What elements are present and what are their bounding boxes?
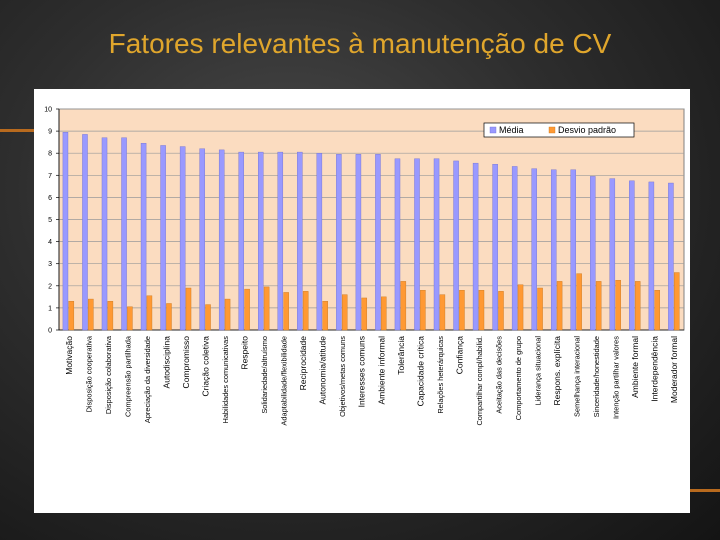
category-label: Semelhança interacional: [572, 336, 582, 417]
bar-media: [532, 169, 537, 330]
bar-media: [180, 147, 185, 330]
category-label: Interdependência: [649, 336, 660, 402]
bar-desvio-padrao: [284, 292, 289, 330]
category-label: Autonomia/atitude: [317, 336, 328, 405]
bar-desvio-padrao: [245, 289, 250, 330]
bar-desvio-padrao: [498, 291, 503, 330]
y-tick-label: 5: [48, 217, 52, 224]
bar-media: [122, 138, 127, 330]
category-label: Respeito: [239, 336, 250, 370]
bar-media: [512, 166, 517, 330]
category-label: Reciprocidade: [298, 336, 309, 391]
category-label: Comportamento de grupo: [513, 336, 523, 421]
accent-line-left: [0, 129, 34, 132]
bar-desvio-padrao: [401, 281, 406, 330]
category-label: Compreensão partilhada: [123, 336, 133, 417]
bar-desvio-padrao: [440, 295, 445, 330]
bar-media: [414, 159, 419, 330]
category-label: Disposição colaborativa: [103, 336, 113, 415]
bar-desvio-padrao: [264, 287, 269, 330]
bar-desvio-padrao: [362, 298, 367, 330]
category-label: Respons. explícita: [552, 336, 563, 406]
bar-media: [297, 152, 302, 330]
bar-desvio-padrao: [616, 280, 621, 330]
bar-desvio-padrao: [303, 291, 308, 330]
bar-media: [395, 159, 400, 330]
y-tick-label: 2: [48, 283, 52, 291]
bar-desvio-padrao: [108, 301, 113, 330]
bar-desvio-padrao: [557, 281, 562, 330]
bar-desvio-padrao: [342, 295, 347, 330]
category-label: Confiança: [454, 336, 465, 375]
bar-media: [356, 154, 361, 330]
bar-desvio-padrao: [166, 303, 171, 330]
bar-desvio-padrao: [323, 301, 328, 330]
category-label: Apreciação da diversidade: [142, 336, 152, 424]
bar-media: [454, 161, 459, 330]
category-label: Ambiente formal: [630, 336, 641, 398]
y-tick-label: 8: [48, 150, 52, 158]
bar-desvio-padrao: [479, 290, 484, 330]
bar-desvio-padrao: [420, 290, 425, 330]
bar-media: [493, 164, 498, 330]
bar-desvio-padrao: [147, 296, 152, 330]
bar-desvio-padrao: [577, 274, 582, 330]
bar-desvio-padrao: [518, 285, 523, 330]
category-label: Aceitação das decisões: [494, 336, 504, 414]
bar-media: [375, 154, 380, 330]
category-label: Habilidades comunicativas: [221, 336, 231, 424]
bar-media: [668, 183, 673, 330]
bar-desvio-padrao: [655, 290, 660, 330]
y-tick-label: 1: [48, 305, 52, 313]
bar-desvio-padrao: [186, 288, 191, 330]
category-label: Tolerância: [395, 336, 406, 375]
y-tick-label: 9: [48, 128, 52, 136]
legend-label-desvio-padrao: Desvio padrão: [558, 125, 617, 135]
bar-media: [317, 153, 322, 330]
bar-media: [258, 152, 263, 330]
category-label: Intenção partilhar valores: [611, 336, 621, 419]
category-label: Relações heterárquicas: [435, 336, 445, 414]
bar-media: [63, 132, 68, 330]
legend-swatch-media: [490, 127, 496, 133]
y-tick-label: 0: [48, 327, 52, 335]
accent-line-right: [690, 489, 720, 492]
category-label: Compromisso: [180, 336, 191, 389]
category-label: Autodisciplina: [161, 336, 172, 389]
category-label: Ambiente informal: [376, 336, 387, 405]
bar-chart: [34, 89, 690, 513]
category-label: Capacidade crítica: [415, 336, 426, 407]
bar-media: [200, 149, 205, 330]
bar-media: [82, 134, 87, 330]
category-label: Motivação: [63, 336, 74, 375]
y-tick-label: 6: [48, 194, 52, 202]
bar-media: [551, 170, 556, 330]
slide-title: Fatores relevantes à manutenção de CV: [108, 28, 612, 59]
bar-media: [102, 138, 107, 330]
category-label: Objetivos/metas comuns: [338, 336, 348, 417]
category-label: Moderador formal: [669, 336, 680, 404]
bar-media: [590, 176, 595, 330]
bar-desvio-padrao: [381, 297, 386, 330]
bar-desvio-padrao: [596, 281, 601, 330]
bar-desvio-padrao: [205, 305, 210, 330]
bar-desvio-padrao: [69, 301, 74, 330]
bar-desvio-padrao: [459, 290, 464, 330]
bar-media: [629, 181, 634, 330]
bar-desvio-padrao: [88, 299, 93, 330]
bar-desvio-padrao: [674, 273, 679, 330]
category-label: Compartilhar compl/habilid.: [474, 336, 484, 426]
bar-desvio-padrao: [538, 288, 543, 330]
category-label: Liderança situacional: [533, 336, 543, 406]
bar-media: [278, 152, 283, 330]
legend-swatch-desvio-padrao: [549, 127, 555, 133]
bar-media: [141, 143, 146, 330]
bar-desvio-padrao: [127, 307, 132, 330]
y-tick-label: 3: [48, 261, 52, 269]
bar-media: [571, 170, 576, 330]
bar-media: [473, 163, 478, 330]
category-label: Adaptabilidade/flexibilidade: [279, 336, 289, 426]
category-label: Interesses comuns: [356, 336, 367, 408]
y-tick-label: 7: [48, 172, 52, 180]
category-label: Solidariedade/altruísmo: [260, 336, 270, 414]
category-label: Disposição cooperativa: [84, 336, 94, 413]
category-label: Sinceridade/honestidade: [592, 336, 602, 418]
legend-label-media: Média: [499, 125, 524, 135]
chart-frame: [34, 89, 690, 513]
bar-desvio-padrao: [635, 281, 640, 330]
category-label: Criação coletiva: [200, 336, 211, 397]
bar-media: [434, 159, 439, 330]
bar-media: [610, 179, 615, 330]
bar-media: [649, 182, 654, 330]
bar-media: [336, 154, 341, 330]
bar-desvio-padrao: [225, 299, 230, 330]
bar-media: [219, 150, 224, 330]
y-tick-label: 4: [48, 239, 52, 247]
bar-media: [161, 145, 166, 330]
bar-media: [239, 152, 244, 330]
y-tick-label: 10: [44, 106, 52, 114]
